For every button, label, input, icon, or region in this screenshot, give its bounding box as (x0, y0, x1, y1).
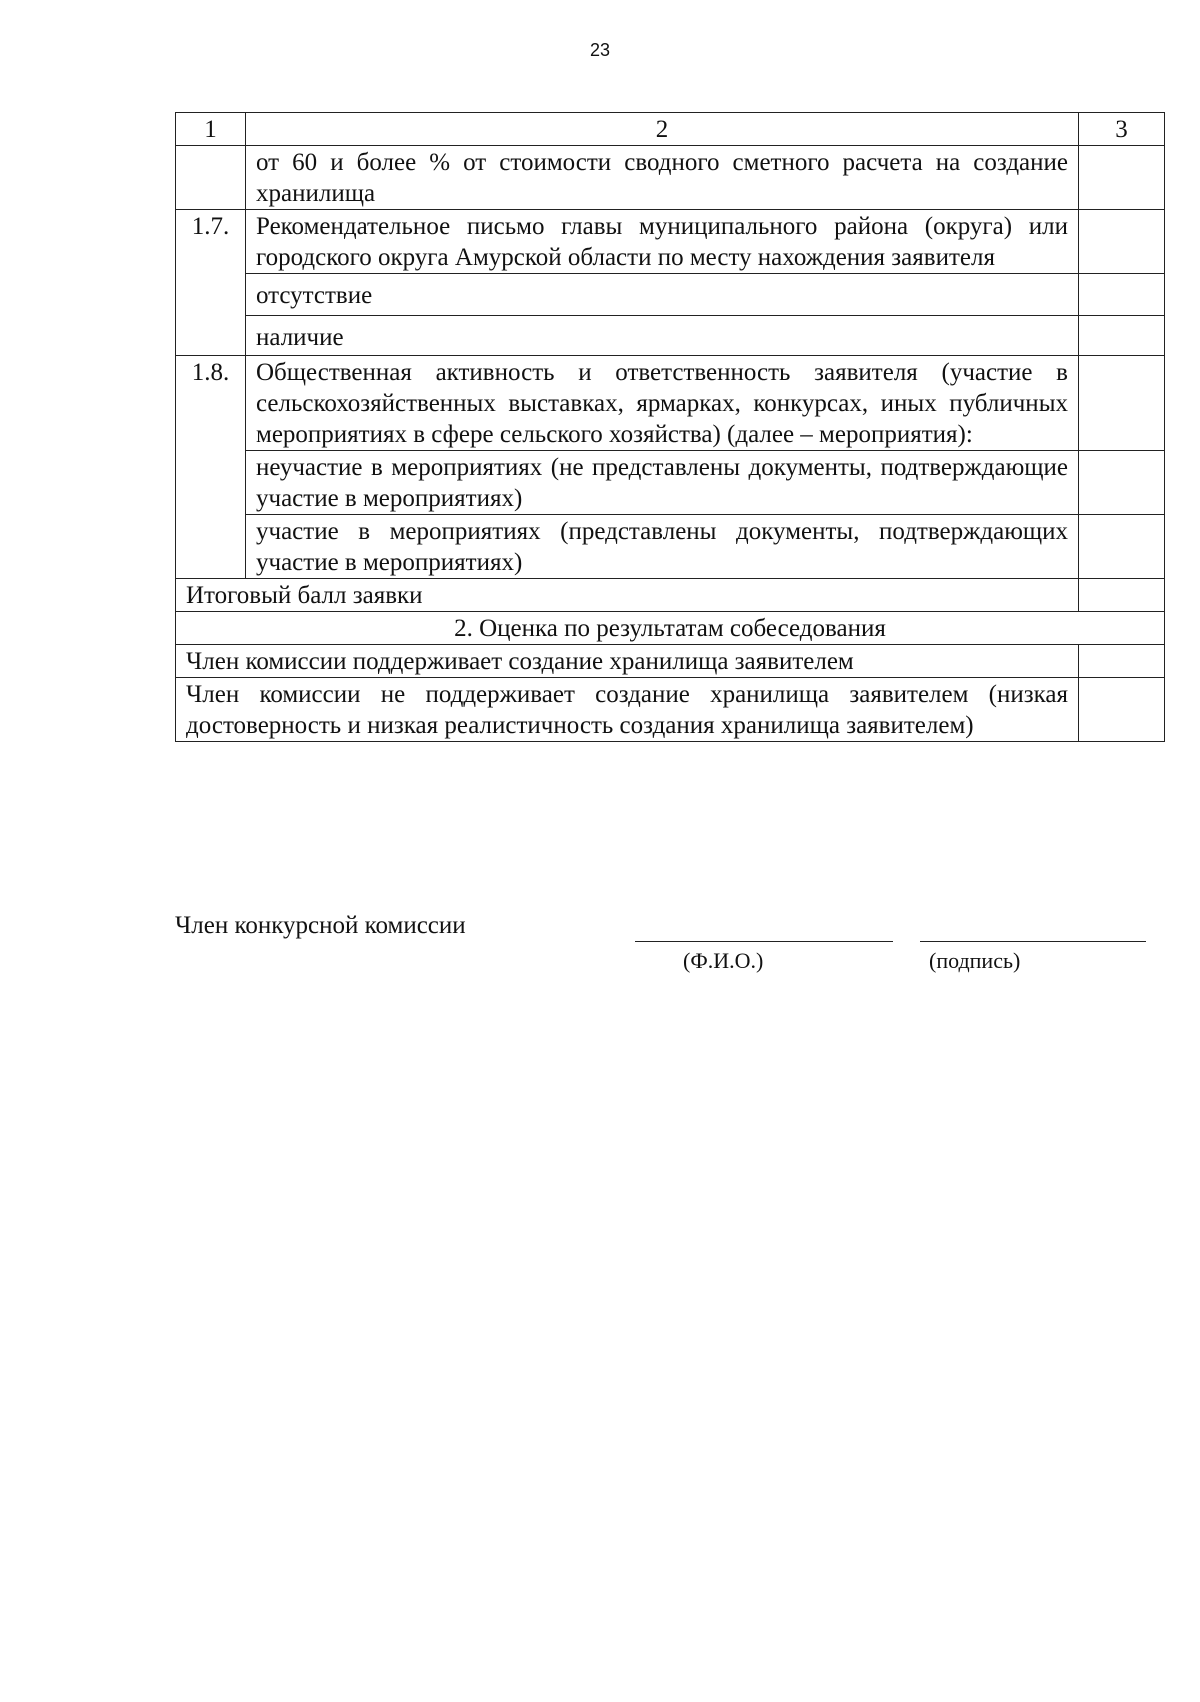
total-score-cell (1079, 579, 1165, 612)
table-row (176, 356, 1165, 451)
signature-block (175, 912, 1165, 972)
interview-support: Член комиссии поддерживает создание хранилища заявителем (176, 645, 1079, 678)
option-absent: отсутствие (246, 274, 1079, 316)
score-cell (1079, 515, 1165, 579)
section-number-1-8: 1.8. (176, 356, 246, 579)
table-row (176, 515, 1165, 579)
signature-caption: (подпись) (929, 948, 1021, 973)
page-number: 23 (589, 40, 611, 60)
section-1-8-title: Общественная активность и ответственность заявителя (участие в сельскохозяйственных выставках, ярмарках, конкурсах, иных публичных мероприятиях в сфере сельского хозяйства) (далее – мероприятия): (246, 356, 1079, 451)
name-caption: (Ф.И.О.) (683, 948, 764, 973)
section-number-1-7: 1.7. (176, 210, 246, 356)
header-col-3: 3 (1079, 113, 1165, 146)
table-row (176, 146, 1165, 210)
table-row (176, 678, 1165, 742)
score-cell (1079, 316, 1165, 356)
table-row (176, 451, 1165, 515)
score-cell (1079, 146, 1165, 210)
score-cell (1079, 645, 1165, 678)
table-row (176, 210, 1165, 274)
option-non-participation: неучастие в мероприятиях (не представлены документы, подтверждающие участие в мероприятиях) (246, 451, 1079, 515)
option-present: наличие (246, 316, 1079, 356)
header-col-2: 2 (246, 113, 1079, 146)
signature-label: Член конкурсной комиссии (175, 912, 466, 939)
score-cell (1079, 451, 1165, 515)
section-2-title: 2. Оценка по результатам собеседования (176, 612, 1165, 645)
section-1-7-title: Рекомендательное письмо главы муниципального района (округа) или городского округа Амурской области по месту нахождения заявителя (246, 210, 1079, 274)
table-row (176, 316, 1165, 356)
interview-no-support: Член комиссии не поддерживает создание хранилища заявителем (низкая достоверность и низкая реалистичность создания хранилища заявителем) (176, 678, 1079, 742)
signature-line (920, 941, 1146, 942)
section-2-header-row (176, 612, 1165, 645)
total-label: Итоговый балл заявки (176, 579, 1079, 612)
table-header-row (176, 113, 1165, 146)
name-line (635, 941, 893, 942)
total-row (176, 579, 1165, 612)
header-col-1: 1 (176, 113, 246, 146)
cost-tail-text: от 60 и более % от стоимости сводного сметного расчета на создание хранилища (246, 146, 1079, 210)
score-cell (1079, 210, 1165, 274)
score-cell (1079, 356, 1165, 451)
score-cell (1079, 678, 1165, 742)
empty-number-cell (176, 146, 246, 210)
option-participation: участие в мероприятиях (представлены документы, подтверждающих участие в мероприятиях) (246, 515, 1079, 579)
table-row (176, 645, 1165, 678)
scoring-table (175, 112, 1165, 742)
table-row (176, 274, 1165, 316)
score-cell (1079, 274, 1165, 316)
